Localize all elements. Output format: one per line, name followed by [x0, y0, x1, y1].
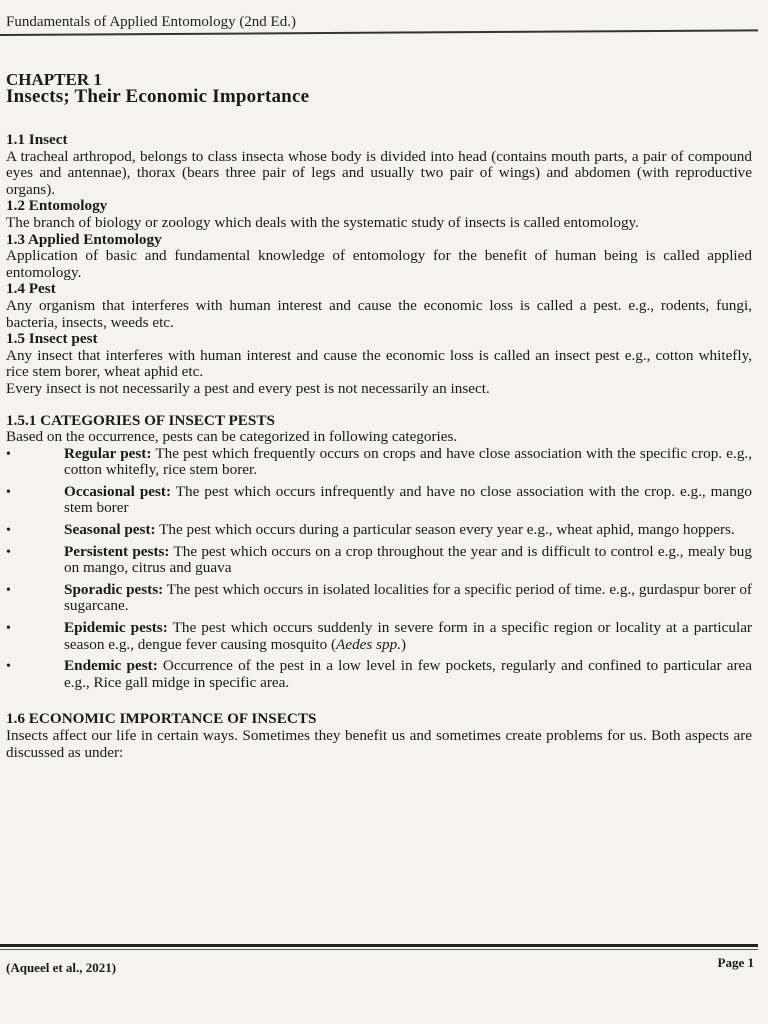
- definition: The pest which occurs on a crop throughout the year and is difficult to control e.g., mealy bug on mango, citrus and guava: [64, 542, 752, 577]
- term: Persistent pests:: [64, 542, 170, 560]
- list-item: [6, 446, 752, 479]
- section-text: Any insect that interferes with human interest and cause the economic loss is called an insect pest e.g., cotton whitefly, rice stem borer, wheat aphid etc.: [6, 346, 752, 381]
- term: Occasional pest:: [64, 482, 172, 500]
- section-text: Any organism that interferes with human interest and cause the economic loss is called a pest. e.g., rodents, fungi, bacteria, insects, weeds etc.: [6, 296, 752, 331]
- list-item: [6, 544, 752, 577]
- body-content: [6, 132, 752, 761]
- list-item: [6, 582, 752, 615]
- definition: The pest which occurs infrequently and have no close association with the crop. e.g., mango stem borer: [64, 482, 752, 517]
- section-text: Application of basic and fundamental knowledge of entomology for the benefit of human being is called applied entomology.: [6, 247, 752, 281]
- footer-rule: [0, 944, 758, 947]
- spacer: [6, 398, 752, 413]
- section-heading: 1.5 Insect pest: [6, 330, 98, 348]
- running-head: Fundamentals of Applied Entomology (2nd Ed.): [6, 14, 296, 30]
- list-item: [6, 620, 752, 653]
- definition: The pest which occurs in isolated localities for a specific period of time. e.g., gurdaspur borer of sugarcane.: [64, 580, 752, 615]
- bullet-icon: •: [6, 544, 11, 560]
- section-heading: 1.5.1 CATEGORIES OF INSECT PESTS: [6, 411, 275, 429]
- categories-intro: Based on the occurrence, pests can be categorized in following categories.: [6, 428, 458, 446]
- section-entomology: [6, 198, 752, 231]
- definition-tail: ): [401, 635, 407, 653]
- species-name: Aedes spp.: [336, 635, 402, 653]
- section-text: The branch of biology or zoology which deals with the systematic study of insects is called entomology.: [6, 213, 639, 231]
- section-heading: 1.2 Entomology: [6, 197, 108, 215]
- section-text: Insects affect our life in certain ways. Sometimes they benefit us and sometimes create problems for us. Both aspects are discussed as under:: [6, 727, 752, 761]
- definition: The pest which occurs suddenly in severe form in a specific region or locality at a particular season e.g., dengue fever causing mosquito (: [64, 619, 752, 653]
- section-insect: [6, 132, 752, 198]
- section-heading: 1.1 Insect: [6, 131, 68, 148]
- list-item: [6, 522, 752, 539]
- footer-rule-thin: [0, 949, 758, 950]
- section-economic-importance: [6, 711, 752, 761]
- chapter-number: CHAPTER 1: [6, 70, 102, 89]
- section-pest: [6, 281, 752, 331]
- section-heading: 1.6 ECONOMIC IMPORTANCE OF INSECTS: [6, 710, 317, 728]
- section-text: A tracheal arthropod, belongs to class insecta whose body is divided into head (contains mouth parts, a pair of compound eyes and antennae), thorax (bears three pair of legs and usually two pair of wings) and abdomen (with reproductive organs).: [6, 147, 752, 198]
- definition: The pest which occurs during a particular season every year e.g., wheat aphid, mango hoppers.: [155, 521, 735, 539]
- bullet-icon: •: [6, 659, 11, 675]
- spacer: [6, 696, 752, 711]
- bullet-icon: •: [6, 582, 11, 598]
- bullet-icon: •: [6, 621, 11, 637]
- section-applied-entomology: [6, 232, 752, 282]
- categories-list: [6, 446, 752, 692]
- term: Endemic pest:: [64, 657, 158, 675]
- section-text-note: Every insect is not necessarily a pest and every pest is not necessarily an insect.: [6, 379, 490, 397]
- term: Seasonal pest:: [64, 521, 156, 539]
- definition: Occurrence of the pest in a low level in few pockets, regularly and confined to particular area e.g., Rice gall midge in specific area.: [64, 657, 752, 691]
- bullet-icon: •: [6, 484, 11, 500]
- section-heading: 1.3 Applied Entomology: [6, 230, 162, 248]
- chapter-title: Insects; Their Economic Importance: [6, 86, 310, 107]
- term: Sporadic pests:: [64, 580, 164, 598]
- list-item: [6, 484, 752, 517]
- section-heading: 1.4 Pest: [6, 280, 56, 298]
- section-categories: [6, 413, 752, 692]
- page-number: Page 1: [717, 955, 754, 970]
- list-item: [6, 658, 752, 691]
- term: Epidemic pests:: [64, 619, 168, 637]
- section-insect-pest: [6, 331, 752, 397]
- term: Regular pest:: [64, 444, 152, 462]
- footer-citation: (Aqueel et al., 2021): [6, 960, 117, 975]
- bullet-icon: •: [6, 446, 11, 462]
- definition: The pest which frequently occurs on crops and have close association with the specific crop. e.g., cotton whitefly, rice stem borer.: [64, 444, 753, 479]
- bullet-icon: •: [6, 523, 11, 539]
